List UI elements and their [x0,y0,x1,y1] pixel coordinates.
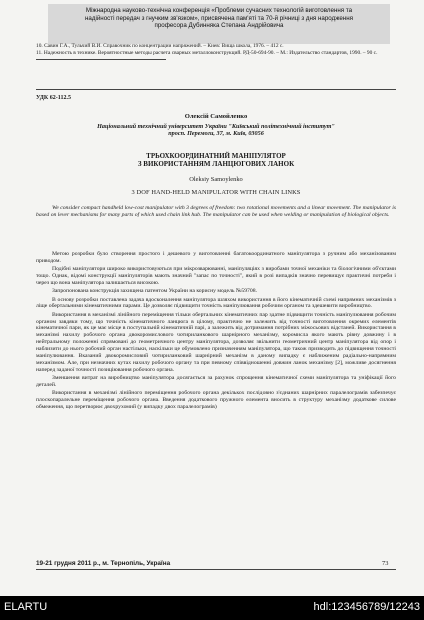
article-title-line: З ВИКОРИСТАННЯМ ЛАНЦЮГОВИХ ЛАНОК [137,160,295,169]
repository-bar [0,596,424,620]
page-number: 73 [382,560,389,567]
conference-header [48,4,390,44]
conference-header-line: Міжнародна науково-технічна конференція «Проблеми сучасних технологій виготовлення та [85,7,353,14]
affiliation-line: просп. Перемоги, 37, м. Київ, 03056 [168,130,264,138]
abstract-text: We consider compact handheld low-cost manipulator with 3 degrees of freedom: two rotational movements and a linear movement. The manipulator is based on lever mechanisms for many parts of which used chain link hub. The manipulator can be used when welding or manipulation of biological objects. [36,205,396,218]
divider [36,569,396,570]
article-title [36,152,396,169]
repository-name: ELARTU [4,601,48,613]
handle-id: hdl:123456789/12243 [313,601,420,613]
paragraph: Подібні маніпулятори широко використовуються при мікрозварюванні, маніпуляціях з виробами точної механіки та біологічними об'єктами тощо. Однак, відомі конструкції маніпуляторів мають значний "запас по точності", який в розі випадків значно перевищує практичні потреби і через що вона маніпулятора залишається високою. [36,266,396,286]
paragraph: Запропонована конструкція захищена патентом України на корисну модель №59708. [52,288,257,295]
paragraph: Використання в механізмі лінійного переміщення тільки обертальних кінематичних пар здатне підвищити точність маніпулювання робочим органом завдяки тому, що точність кінематичного ланцюга в цілому, практично не залежить від точності виготовлення окремих елементів кінематичної пари, як це має місце в поступальній кінематичній парі, а залежить від дотримання потрібних міжосьових відстаней. Використання в механізмі нахилу робочого органа двокоромислового чотириланкового шарнірного механізму, коромисла якого мають рівну довжину і в нейтральному положенні спрямовані до геометричного центру маніпулятора, дозволяє звільнити геометричний центр маніпулятора від опор і наблизити до нього робочий орган настільки, наскільки це обумовлено призначенням маніпулятора, що також призводить до підвищення точності маніпулювання. Вказаний двокоромисловий чотириланковий шарнірний механізм в даному випадку є наближеним радіально-напрямним механізмом. Але, при незначних кутах нахилу робочого органу та при певному співвідношенні довжин ланок механізму [2], можливе досягнення наперед заданої точності позиціювання робочого органа. [36,311,396,373]
article-title-line: ТРЬОХКООРДИНАТНИЙ МАНІПУЛЯТОР [146,152,286,160]
divider [36,89,396,90]
reference-item: 11. Надежность в технике. Вероятностные методы расчета сварных металлоконструкций. РД-50-694-90. – М.: Издательство стандартов, 1990. – 90 с. [36,49,378,56]
author-name-en: Oleksiy Samoylenko [189,176,243,183]
abstract [36,205,396,220]
paragraph: Метою розробки було створення простого і дешевого у виготовленні багатокоординатного маніпулятора з ручним або механізованим приводом. [36,251,396,264]
affiliation-line: Національний технічний університет України "Київський політехнічний інститут" [97,123,335,130]
paragraph: Використання в механізмі лінійного переміщення робочого органа декількох послідовно з'єднаних шарнірних паралелограмів забезпечує плоскопаралельне переміщення робочого органа. Введення додаткового пружного елемента вносить в структуру механізму додаткове силове обмеження, що перетворює двохрухомий (у випадку двох паралелограмів) [36,390,396,410]
conference-header-line: надійності передач з гнучким зв'язком», присвячена пам'яті та 70-й річниці з дня народження [85,14,353,22]
reference-item: 10. Савин Г.А., Тульчий В.И. Справочник по концентрации напряжений. – Киев: Вища школа, 1976. – 412 с. [36,43,284,49]
divider [36,59,166,60]
reference-list [36,43,396,56]
paragraph: В основу розробки поставлена задача вдосконалення маніпулятора шляхом використання в його кінематичній схемі напрямних механізмів з ліще обертальними кінематичними парами. Це дозволяє підвищити точність маніпулювання робочим органом та здешевити виробництво. [36,296,396,310]
udk-code: УДК 62-112.5 [36,95,71,101]
paragraph: Зменшення витрат на виробництво маніпулятора досягається за рахунок спрощення кінематичної схеми маніпулятора та уніфікації його деталей. [36,374,396,388]
author-name: Олексій Самойленко [184,113,248,120]
page-footer [0,558,424,578]
article-title-en: 3 DOF HAND-HELD MANIPULATOR WITH CHAIN LINKS [131,189,301,196]
affiliation [36,123,396,138]
conference-header-line: професора Дубинняка Степана Андрійовича [154,22,284,30]
body-text [36,251,396,412]
footer-event: 19-21 грудня 2011 р., м. Тернопіль, Україна [36,560,171,567]
